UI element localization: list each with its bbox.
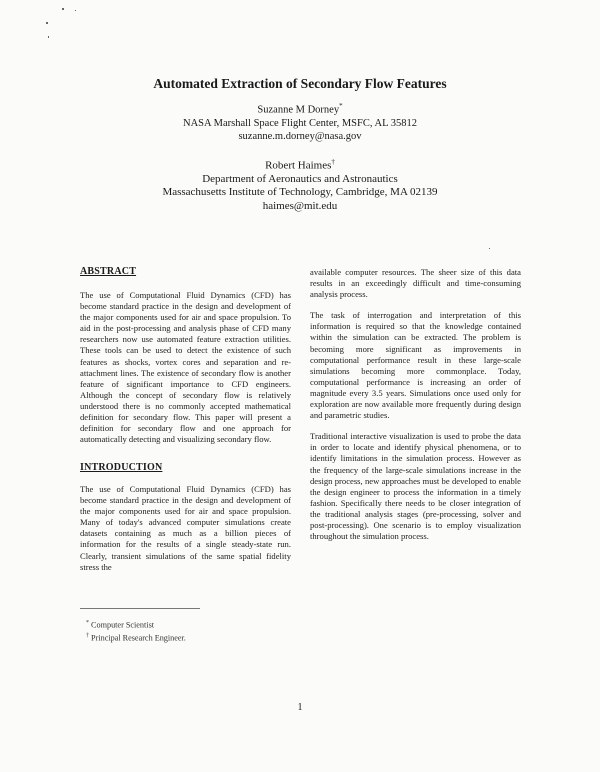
footnotes — [86, 618, 286, 643]
introduction-paragraph: Traditional interactive visualization is used to probe the data in order to locate and identify physical phenomena, or to identify limitations in the simulation process. However as the frequency of the large-scale simulations increase in the design process, new approaches must be developed to enable the design engineer to process the information in a timely fashion. Specifically there needs to be closer integration of the traditional analysis stages (pre-processing, solver and post-processing). One scenario is to employ visualization throughout the simulation process. — [310, 431, 521, 542]
introduction-paragraph: available computer resources. The sheer size of this data results in an exceedingly difficult and time-consuming analysis process. — [310, 267, 521, 300]
introduction-paragraph: The task of interrogation and interpretation of this information is required so that the knowledge contained within the simulation can be extracted. The problem is becoming more significant as improvements in computational performance result in these large-scale simulations becoming more commonplace. Today, computational performance is increasing an order of magnitude every 3.5 years. Simulations once used only for exploration are now available more frequently during design and parametric studies. — [310, 310, 521, 421]
scan-speck — [48, 36, 49, 38]
footnote-rule — [80, 608, 200, 609]
introduction-heading: INTRODUCTION — [80, 462, 163, 473]
footnote-2-text: Principal Research Engineer. — [91, 633, 186, 643]
footnote-1-mark: * — [86, 620, 89, 626]
footnote-1 — [86, 618, 286, 631]
author-1-name-line — [0, 100, 600, 117]
author-2-block — [0, 156, 600, 213]
abstract-text — [80, 290, 291, 455]
scan-speck — [62, 8, 64, 10]
author-1-mark: * — [339, 102, 343, 110]
scan-speck — [46, 22, 48, 24]
footnote-1-text: Computer Scientist — [91, 620, 155, 630]
abstract-paragraph: The use of Computational Fluid Dynamics (CFD) has become standard practice in the design and development of the major components used for air and space propulsion. To aid in the post-processing and analysis phase of CFD many researchers now use automated feature extraction utilities. These tools can be used to detect the existence of such features as shocks, vortex cores and separation and re-attachment lines. The existence of secondary flow is another feature of significant importance to CFD engineers. Although the concept of secondary flow is relatively understood there is no commonly accepted mathematical definition for secondary flow. This paper will present a definition for secondary flow and one approach for automatically detecting and visualizing secondary flow. — [80, 290, 291, 445]
footnote-2 — [86, 631, 286, 644]
introduction-left-text — [80, 484, 291, 583]
introduction-paragraph: The use of Computational Fluid Dynamics (CFD) has become standard practice in the design and development of the major components used for air and space propulsion. Many of today's advanced computer simulations create datasets containing as much as a billion pieces of information for the results of a single steady-state run. Clearly, transient simulations of the same spatial fidelity stress the — [80, 484, 291, 572]
author-1-email: suzanne.m.dorney@nasa.gov — [238, 130, 362, 142]
author-2-name: Robert Haimes — [265, 159, 332, 172]
abstract-heading: ABSTRACT — [80, 266, 137, 277]
footnote-2-mark: † — [86, 632, 89, 639]
scan-speck — [75, 10, 76, 11]
author-2-affiliation-line2: Massachusetts Institute of Technology, Cambridge, MA 02139 — [162, 186, 438, 199]
author-1-name: Suzanne M Dorney — [257, 104, 340, 116]
author-2-email: haimes@mit.edu — [262, 199, 338, 212]
paper-title: Automated Extraction of Secondary Flow Features — [153, 76, 447, 91]
author-2-affiliation-line1: Department of Aeronautics and Astronautics — [202, 173, 398, 186]
author-2-name-line — [0, 156, 600, 173]
author-1-block — [0, 100, 600, 143]
author-1-affiliation: NASA Marshall Space Flight Center, MSFC, AL 35812 — [183, 117, 417, 129]
scan-speck — [489, 248, 490, 249]
page-number: 1 — [297, 702, 303, 713]
introduction-right-text — [310, 267, 521, 552]
author-2-mark: † — [331, 158, 335, 166]
